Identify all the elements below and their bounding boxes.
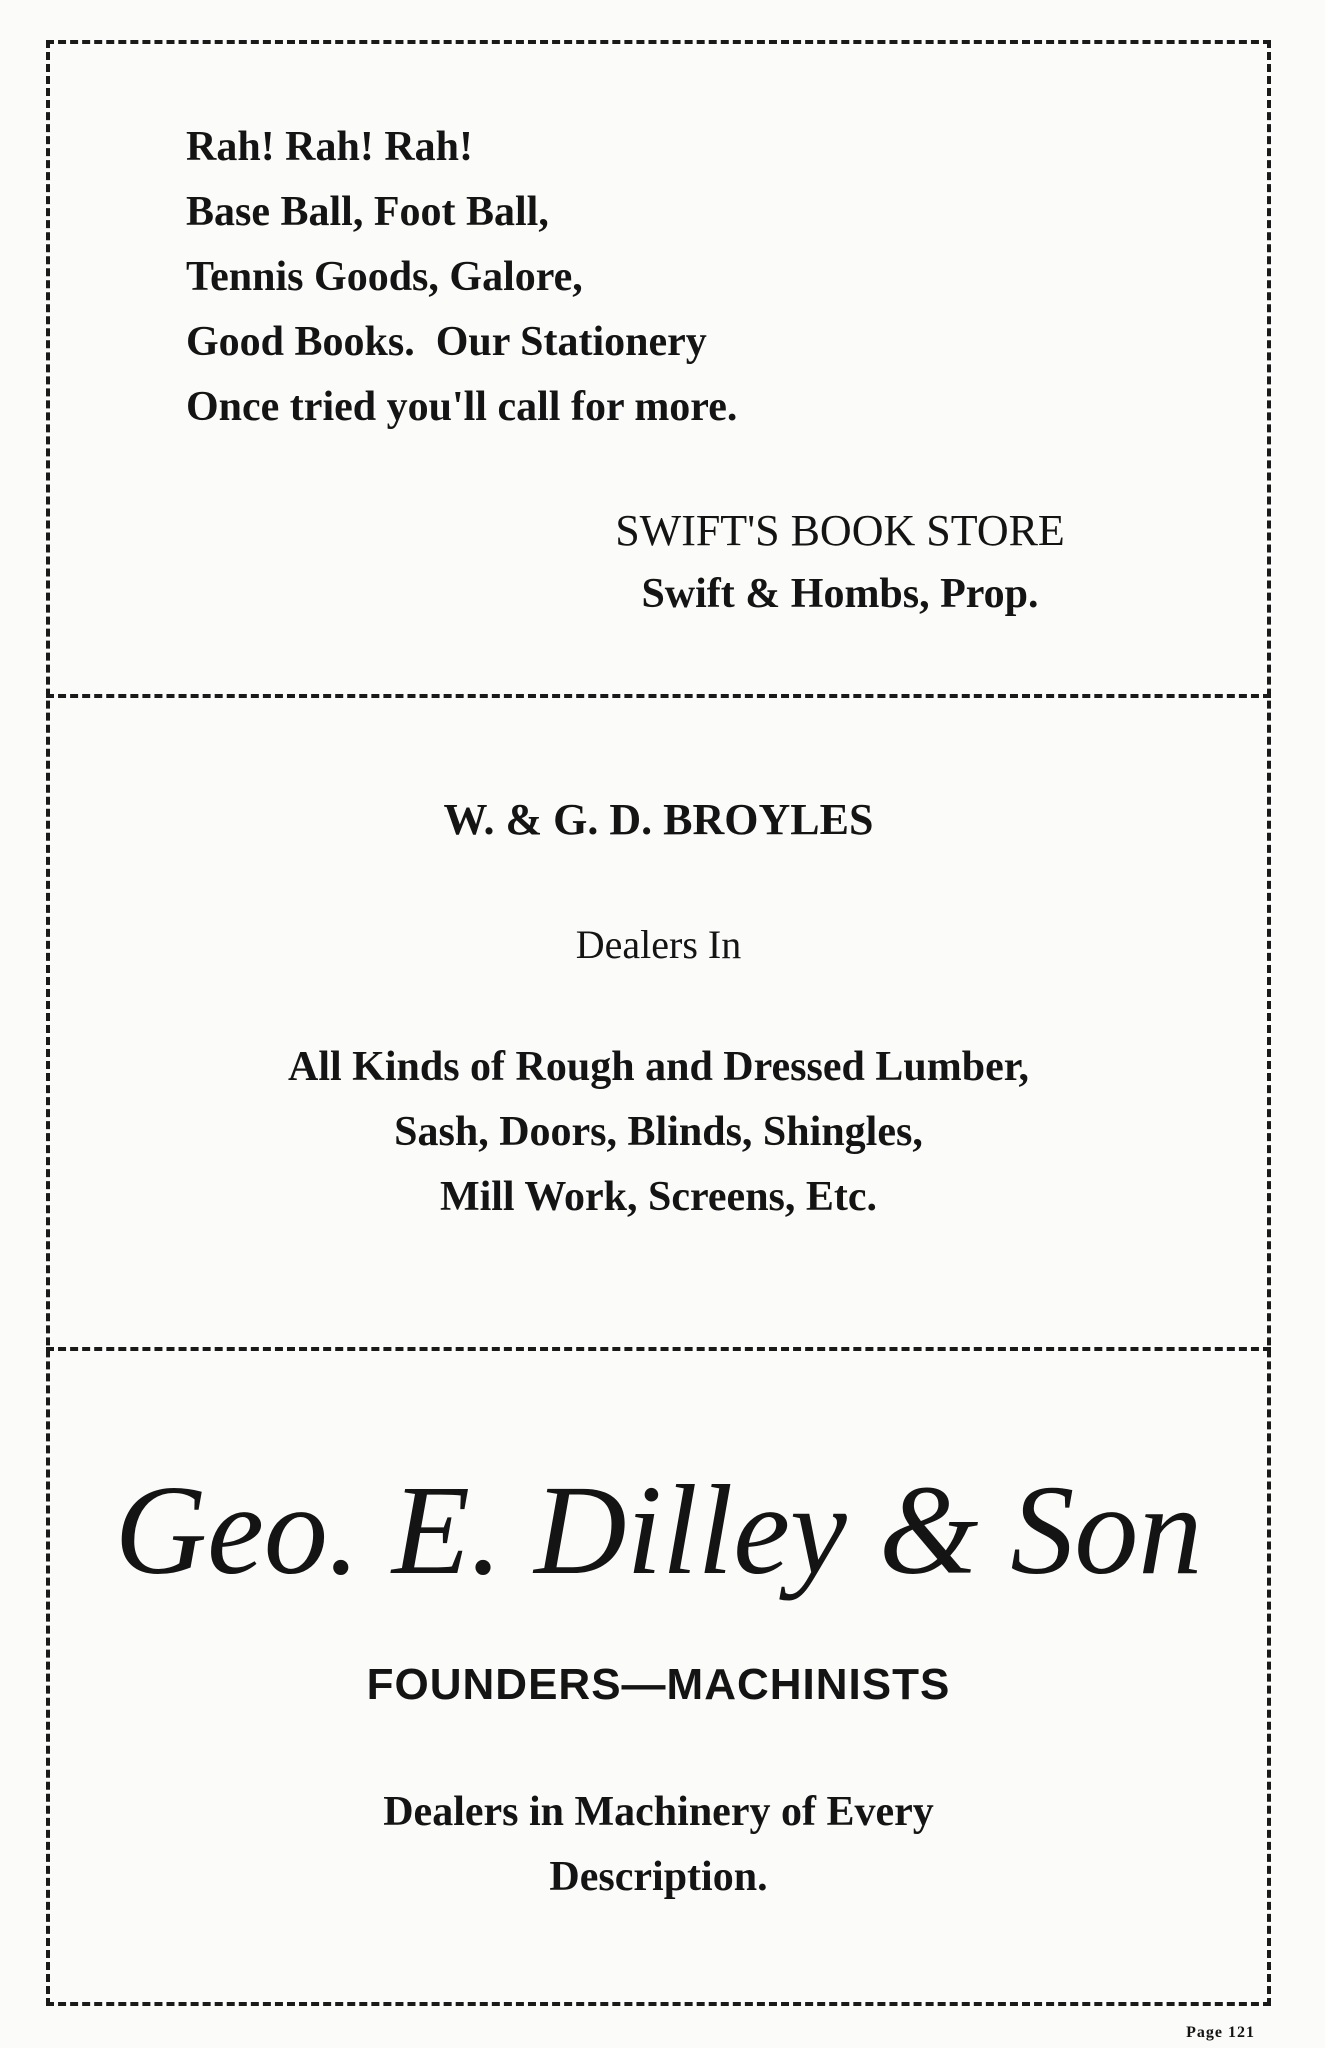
ad-divider-1 <box>46 694 1271 698</box>
dilley-description <box>50 1780 1267 1910</box>
goods-line: Mill Work, Screens, Etc. <box>439 1174 878 1220</box>
swift-ad-signature <box>560 500 1120 626</box>
goods-line: Sash, Doors, Blinds, Shingles, <box>394 1109 923 1155</box>
verse-line: Good Books. Our Stationery <box>186 319 707 365</box>
description-line: Description. <box>549 1854 768 1900</box>
broyles-goods <box>50 1035 1267 1230</box>
verse-line: Once tried you'll call for more. <box>186 384 738 430</box>
broyles-subtitle: Dealers In <box>575 922 742 967</box>
description-line: Dealers in Machinery of Every <box>383 1789 934 1835</box>
ad-divider-2 <box>46 1347 1271 1351</box>
broyles-name: W. & G. D. BROYLES <box>443 795 874 844</box>
store-proprietors: Swift & Hombs, Prop. <box>641 571 1039 617</box>
verse-line: Base Ball, Foot Ball, <box>186 189 549 235</box>
dilley-name: Geo. E. Dilley & Son <box>114 1459 1203 1601</box>
goods-line: All Kinds of Rough and Dressed Lumber, <box>287 1044 1029 1090</box>
dilley-trade: FOUNDERS—MACHINISTS <box>366 1660 951 1709</box>
page-number: Page 121 <box>1186 2024 1255 2041</box>
swift-ad-verse <box>186 115 737 440</box>
verse-line: Tennis Goods, Galore, <box>186 254 583 300</box>
verse-line: Rah! Rah! Rah! <box>186 124 474 170</box>
store-name: SWIFT'S BOOK STORE <box>615 506 1065 555</box>
